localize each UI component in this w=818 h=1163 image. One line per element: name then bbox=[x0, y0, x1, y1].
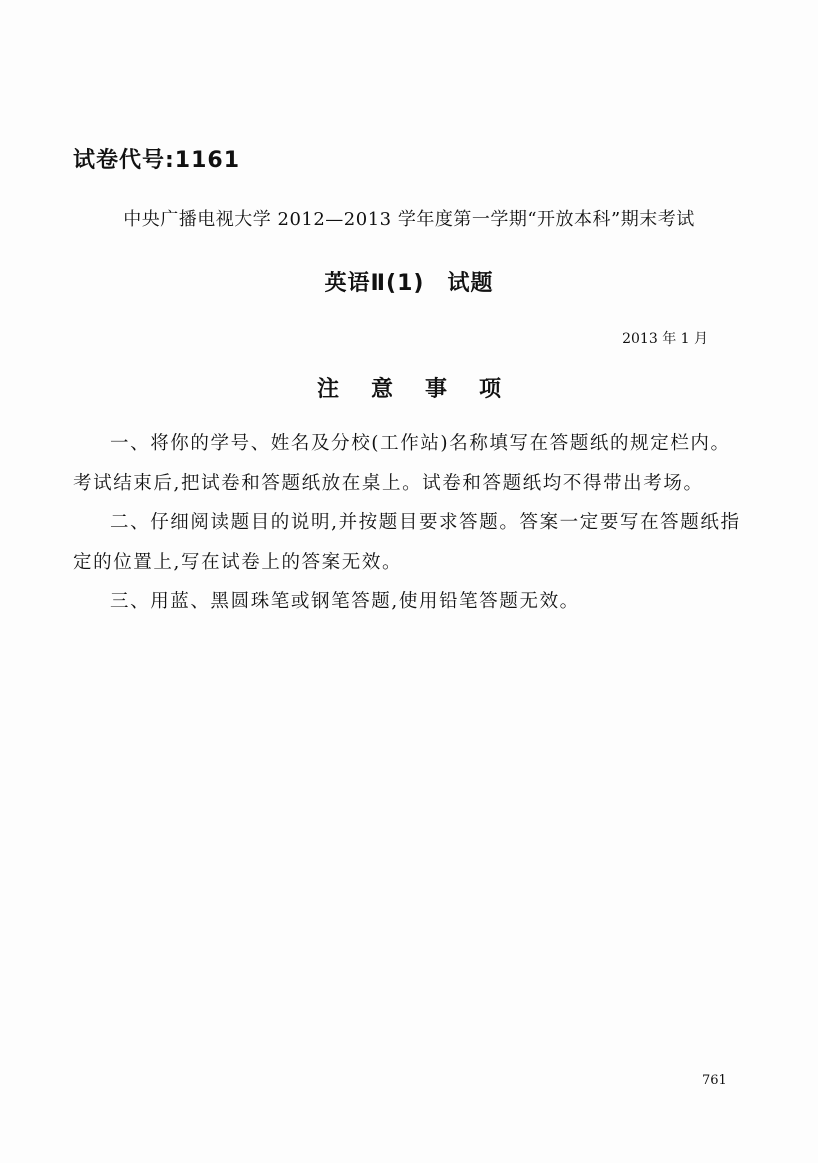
subject-title: 英语Ⅱ(1) 试题 bbox=[324, 271, 494, 296]
notice-heading: 注意事项 bbox=[316, 377, 533, 402]
exam-title: 中央广播电视大学 2012—2013 学年度第一学期“开放本科”期末考试 bbox=[123, 209, 695, 230]
note-item-2: 二、仔细阅读题目的说明,并按题目要求答题。答案一定要写在答题纸指定的位置上,写在试卷上的答案无效。 bbox=[73, 512, 741, 573]
paper-code: 试卷代号:1161 bbox=[73, 148, 241, 173]
page-number: 761 bbox=[702, 1073, 727, 1088]
notes-section bbox=[73, 424, 745, 622]
note-item-1: 一、将你的学号、姓名及分校(工作站)名称填写在答题纸的规定栏内。考试结束后,把试卷和答题纸放在桌上。试卷和答题纸均不得带出考场。 bbox=[73, 433, 731, 494]
exam-date: 2013 年 1 月 bbox=[622, 331, 708, 347]
note-item-3: 三、用蓝、黑圆珠笔或钢笔答题,使用铅笔答题无效。 bbox=[110, 591, 580, 612]
